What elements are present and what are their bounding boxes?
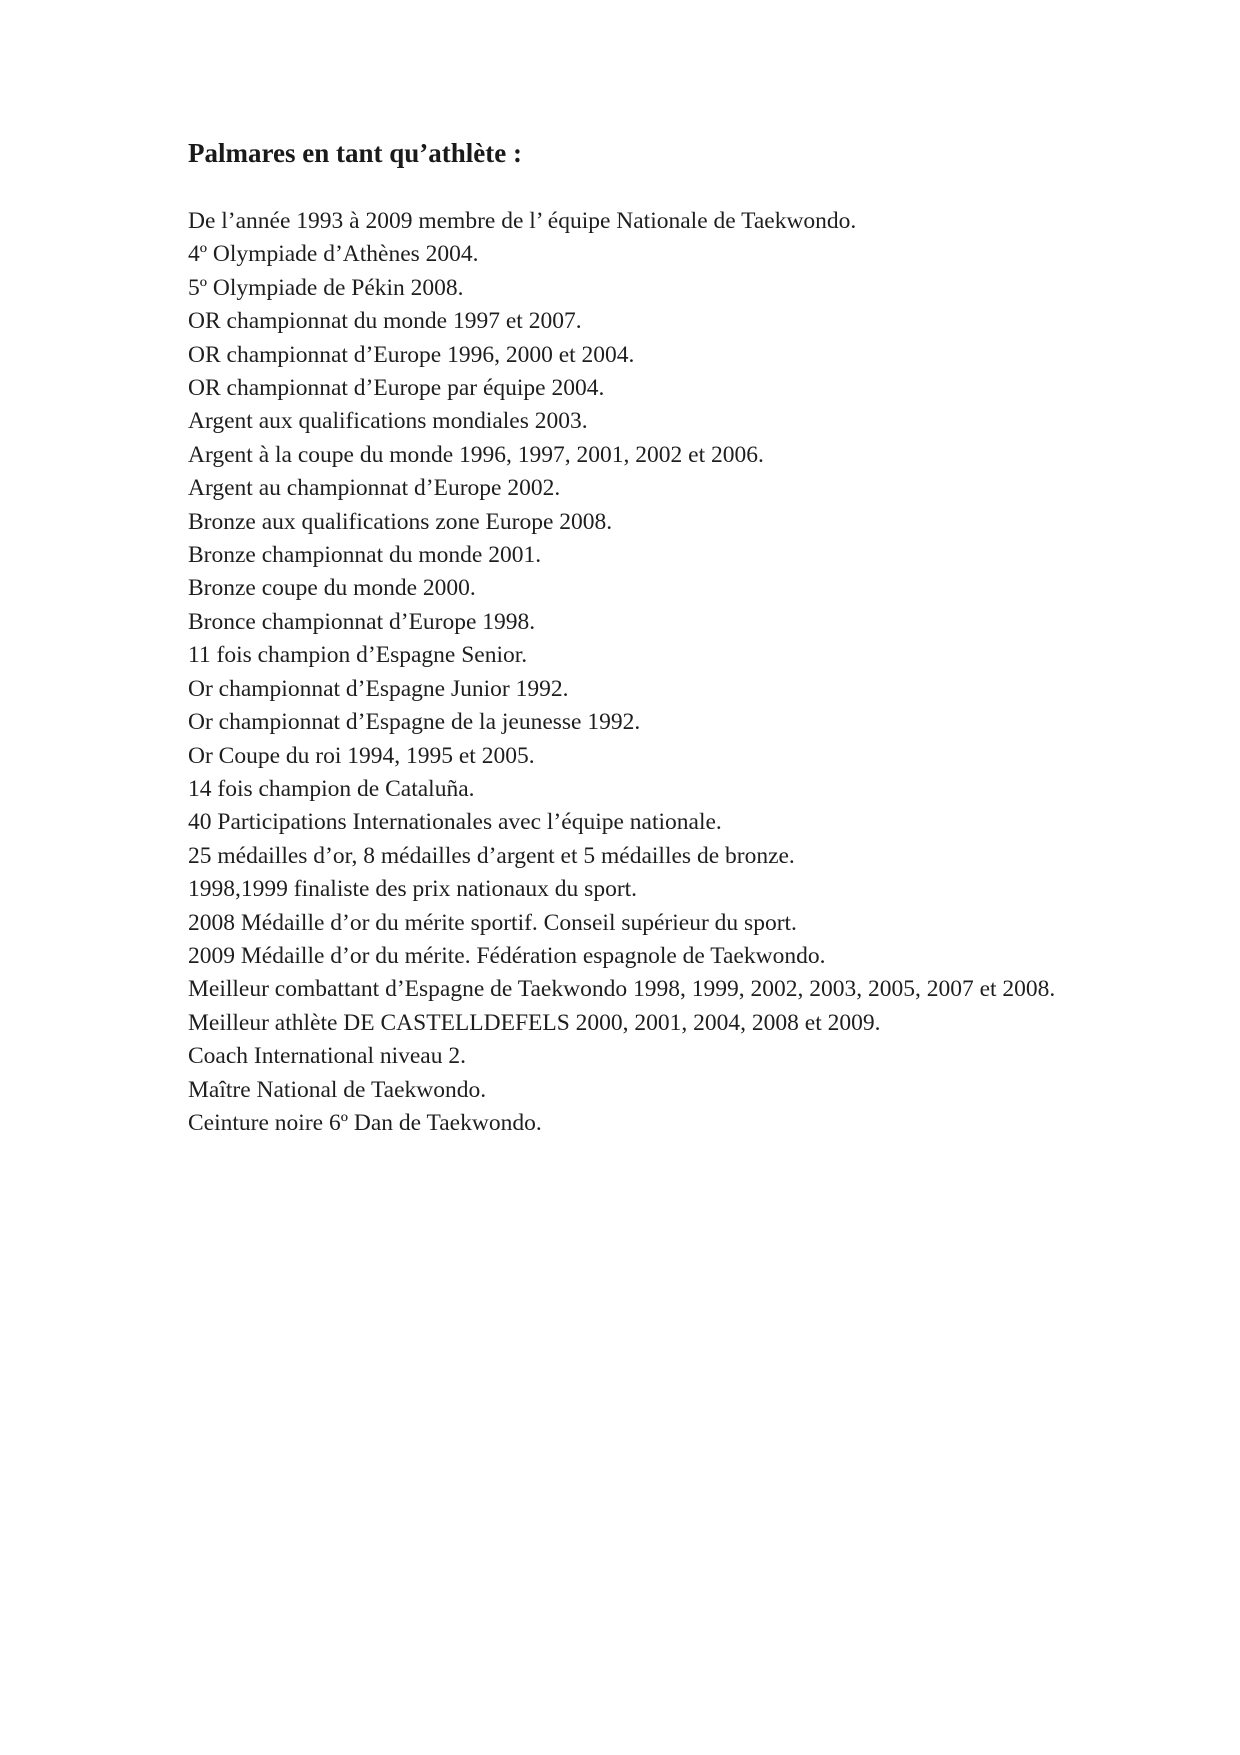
list-item: 5º Olympiade de Pékin 2008. [188,274,464,301]
list-item: Meilleur combattant d’Espagne de Taekwondo 1998, 1999, 2002, 2003, 2005, 2007 et 2008. [188,976,1056,1003]
list-item: 25 médailles d’or, 8 médailles d’argent et 5 médailles de bronze. [188,842,795,869]
list-item: Or championnat d’Espagne Junior 1992. [188,675,569,702]
list-item: OR championnat du monde 1997 et 2007. [188,308,582,335]
list-item: Meilleur athlète DE CASTELLDEFELS 2000, 2001, 2004, 2008 et 2009. [188,1009,881,1036]
list-item: Or championnat d’Espagne de la jeunesse 1992. [188,709,641,736]
list-item: Bronze championnat du monde 2001. [188,542,542,569]
achievements-list [188,205,1068,1140]
list-item: 40 Participations Internationales avec l’équipe nationale. [188,809,722,836]
document-title: Palmares en tant qu’athlète : [188,138,522,168]
list-item: Maître National de Taekwondo. [188,1076,487,1103]
list-item: Bronce championnat d’Europe 1998. [188,608,536,635]
list-item: De l’année 1993 à 2009 membre de l’ équipe Nationale de Taekwondo. [188,208,857,234]
list-item: Argent aux qualifications mondiales 2003. [188,408,588,435]
list-item: Bronze coupe du monde 2000. [188,575,476,602]
list-item: 2009 Médaille d’or du mérite. Fédération espagnole de Taekwondo. [188,942,826,969]
list-item: OR championnat d’Europe 1996, 2000 et 2004. [188,341,635,368]
list-item: OR championnat d’Europe par équipe 2004. [188,375,605,402]
list-item: Bronze aux qualifications zone Europe 2008. [188,508,613,535]
list-item: 4º Olympiade d’Athènes 2004. [188,241,479,268]
list-item: 14 fois champion de Cataluña. [188,775,475,802]
list-item: 2008 Médaille d’or du mérite sportif. Conseil supérieur du sport. [188,909,797,936]
list-item: Ceinture noire 6º Dan de Taekwondo. [188,1109,542,1136]
list-item: Coach International niveau 2. [188,1043,466,1070]
list-item: 1998,1999 finaliste des prix nationaux du sport. [188,876,638,903]
list-item: Argent au championnat d’Europe 2002. [188,475,561,502]
list-item: 11 fois champion d’Espagne Senior. [188,642,528,669]
list-item: Argent à la coupe du monde 1996, 1997, 2001, 2002 et 2006. [188,441,764,468]
list-item: Or Coupe du roi 1994, 1995 et 2005. [188,742,535,769]
